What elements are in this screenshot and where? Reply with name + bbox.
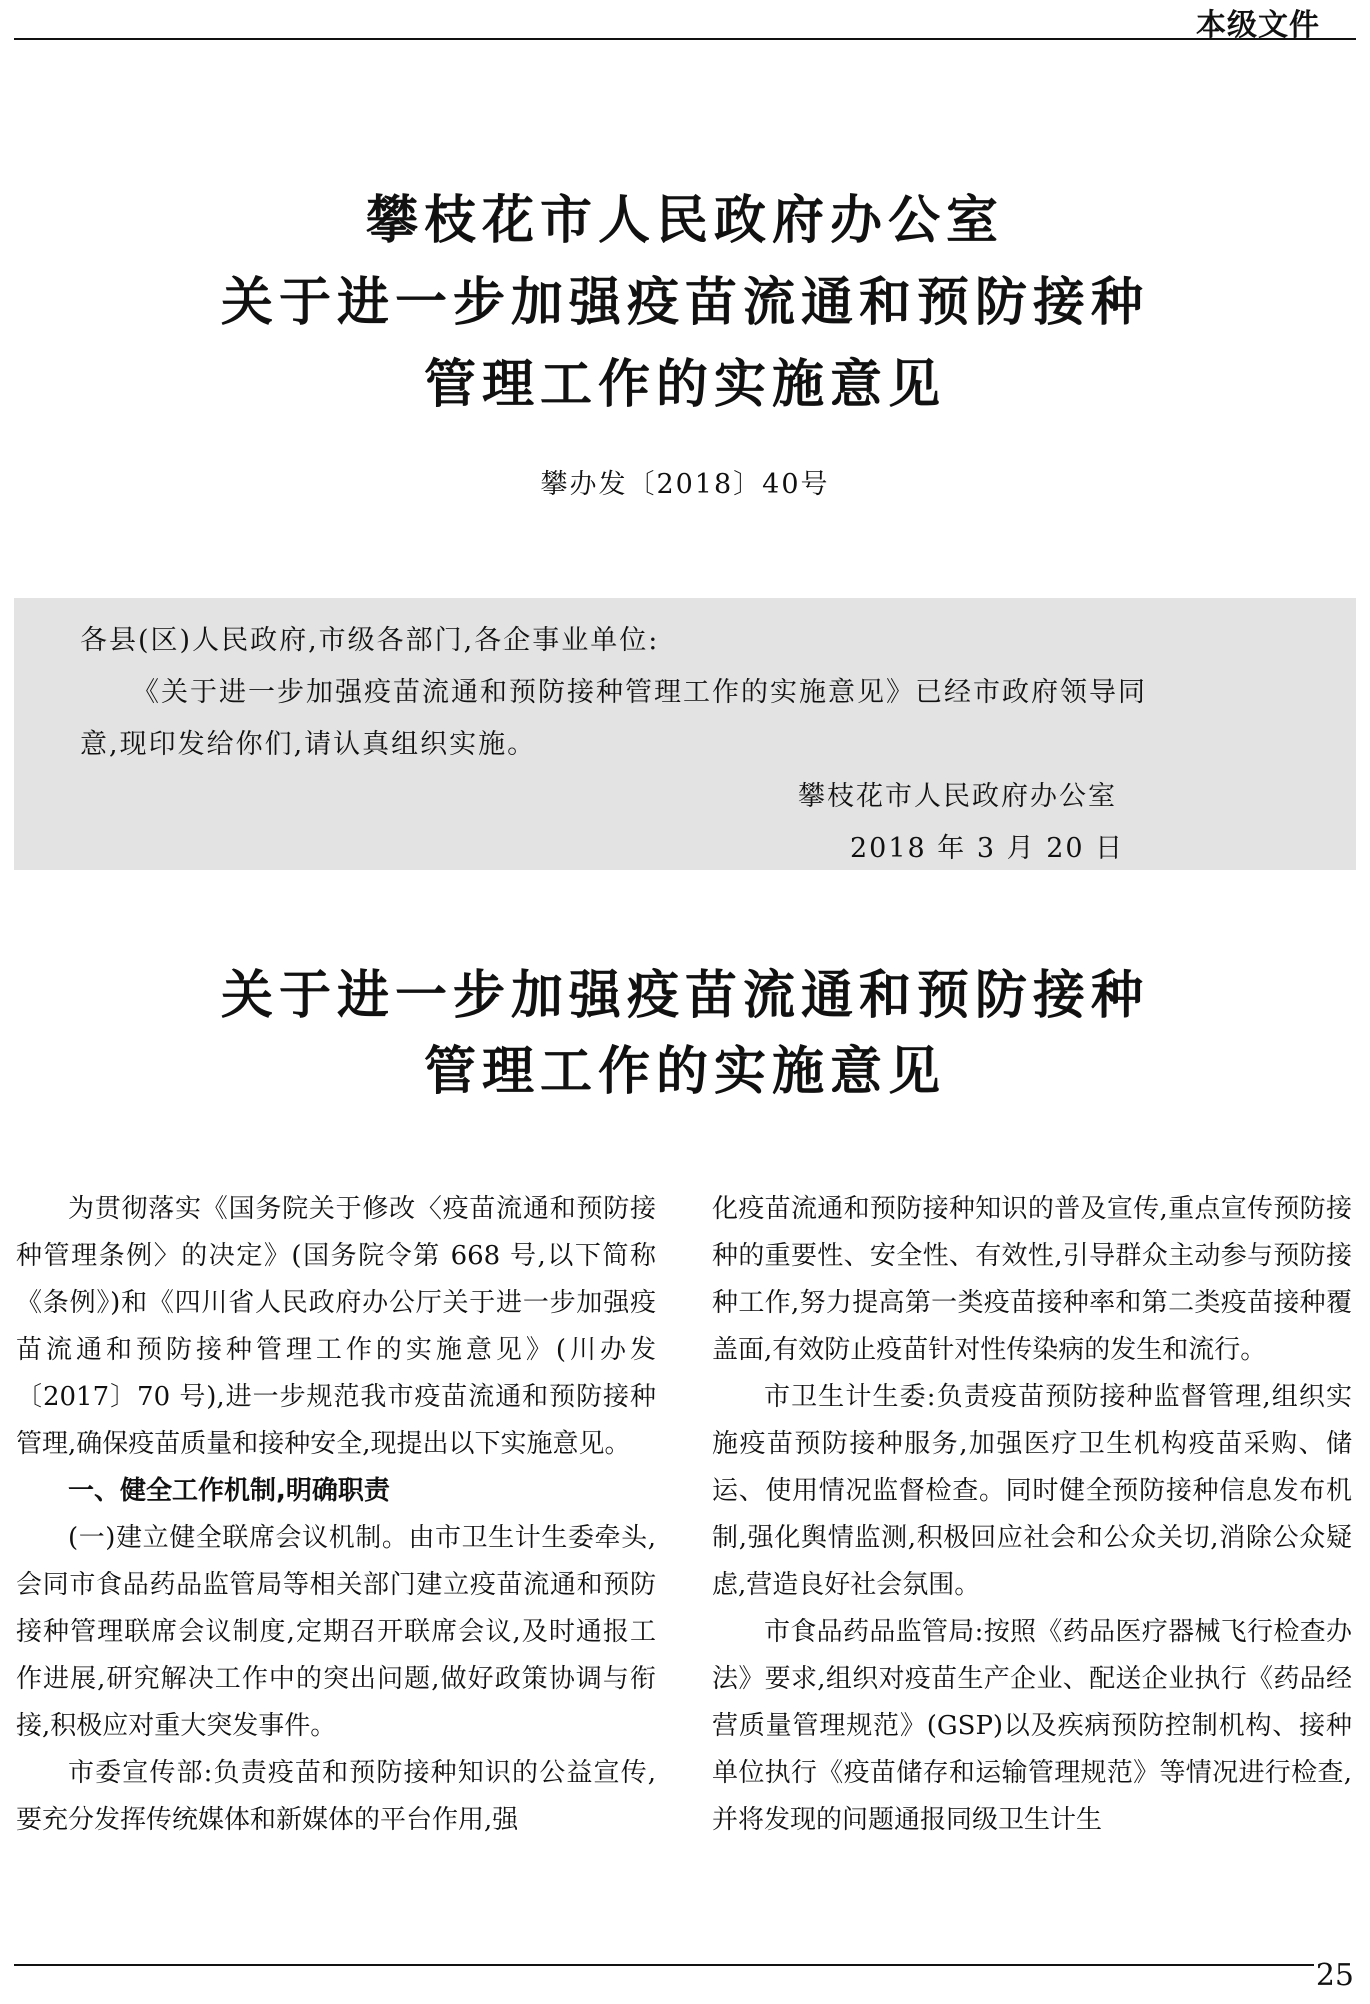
notice-issuer: 攀枝花市人民政府办公室 (798, 781, 1117, 812)
notice-box (14, 598, 1356, 870)
footer-rule (14, 1964, 1314, 1966)
document-number: 攀办发〔2018〕40号 (540, 469, 830, 500)
paragraph-joint-meeting: (一)建立健全联席会议机制。由市卫生计生委牵头,会同市食品药品监管局等相关部门建立疫苗流通和预防接种管理联席会议制度,定期召开联席会议,及时通报工作进展,研究解决工作中的突出问题,做好政策协调与衔接,积极应对重大突发事件。 (16, 1523, 656, 1741)
paragraph-drug-administration: 市食品药品监管局:按照《药品医疗器械飞行检查办法》要求,组织对疫苗生产企业、配送企业执行《药品经营质量管理规范》(GSP)以及疾病预防控制机构、接种单位执行《疫苗储存和运输管理规范》等情况进行检查,并将发现的问题通报同级卫生计生 (712, 1617, 1352, 1835)
section-label: 本级文件 (1196, 8, 1320, 43)
notice-salutation: 各县(区)人民政府,市级各部门,各企事业单位: (80, 625, 660, 656)
document-title (0, 180, 1370, 426)
paragraph-publicity-continued: 化疫苗流通和预防接种知识的普及宣传,重点宣传预防接种的重要性、安全性、有效性,引导群众主动参与预防接种工作,努力提高第一类疫苗接种率和第二类疫苗接种覆盖面,有效防止疫苗针对性传染病的发生和流行。 (712, 1194, 1352, 1365)
left-column (16, 1186, 656, 1844)
right-column (712, 1186, 1352, 1844)
article-title (0, 958, 1370, 1110)
paragraph-publicity-dept: 市委宣传部:负责疫苗和预防接种知识的公益宣传,要充分发挥传统媒体和新媒体的平台作用,强 (16, 1758, 656, 1835)
document-title-line-3: 管理工作的实施意见 (423, 354, 946, 415)
document-title-line-2: 关于进一步加强疫苗流通和预防接种 (220, 272, 1149, 333)
article-title-line-1: 关于进一步加强疫苗流通和预防接种 (220, 965, 1149, 1026)
page-number: 25 (1315, 1958, 1354, 1993)
notice-date: 2018 年 3 月 20 日 (850, 833, 1125, 864)
document-title-line-1: 攀枝花市人民政府办公室 (365, 190, 1004, 251)
paragraph-intro: 为贯彻落实《国务院关于修改〈疫苗流通和预防接种管理条例〉的决定》(国务院令第 668 号,以下简称《条例》)和《四川省人民政府办公厅关于进一步加强疫苗流通和预防接种管理工作的实施意见》(川办发〔2017〕70 号),进一步规范我市疫苗流通和预防接种管理,确保疫苗质量和接种安全,现提出以下实施意见。 (16, 1194, 656, 1459)
article-title-line-2: 管理工作的实施意见 (423, 1041, 946, 1102)
section-heading-1: 一、健全工作机制,明确职责 (68, 1476, 390, 1506)
notice-body-line-2: 意,现印发给你们,请认真组织实施。 (80, 729, 537, 760)
notice-body-line-1: 《关于进一步加强疫苗流通和预防接种管理工作的实施意见》已经市政府领导同 (132, 677, 1147, 708)
paragraph-health-commission: 市卫生计生委:负责疫苗预防接种监督管理,组织实施疫苗预防接种服务,加强医疗卫生机构疫苗采购、储运、使用情况监督检查。同时健全预防接种信息发布机制,强化舆情监测,积极回应社会和公众关切,消除公众疑虑,营造良好社会氛围。 (712, 1382, 1352, 1600)
header-rule (14, 38, 1356, 40)
